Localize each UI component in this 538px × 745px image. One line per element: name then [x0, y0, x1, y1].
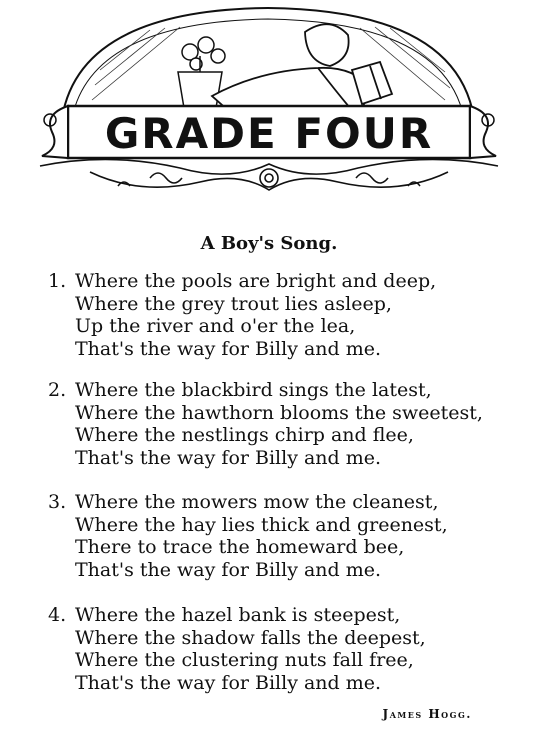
stanza-number: 1.	[48, 270, 67, 292]
poem-line: Where the grey trout lies asleep,	[75, 292, 392, 315]
poem-title: A Boy's Song.	[200, 233, 338, 254]
poem-line: Where the mowers mow the cleanest,	[75, 491, 439, 513]
poem-line: That's the way for Billy and me.	[75, 446, 382, 469]
poem-line: Where the hazel bank is steepest,	[75, 604, 401, 626]
poem-line: Where the blackbird sings the latest,	[75, 379, 432, 401]
poem-line: That's the way for Billy and me.	[75, 558, 382, 581]
poem-line: Where the hawthorn blooms the sweetest,	[75, 401, 483, 424]
poem-author: James Hogg.	[382, 707, 472, 721]
header-illustration	[0, 0, 538, 200]
banner	[42, 106, 496, 158]
poem-line: That's the way for Billy and me.	[75, 337, 382, 360]
ornament-scroll	[40, 159, 498, 190]
poem-line: Where the nestlings chirp and flee,	[75, 424, 414, 446]
poem-line: Where the pools are bright and deep,	[75, 270, 437, 292]
banner-title: GRADE FOUR	[104, 109, 434, 158]
stanza-number: 2.	[48, 379, 67, 401]
poem-line: There to trace the homeward bee,	[75, 536, 405, 558]
stanza-number: 3.	[48, 491, 67, 513]
reading-boy-figure	[212, 24, 392, 115]
poem-line: Where the hay lies thick and greenest,	[75, 513, 448, 536]
poem-line: Where the shadow falls the deepest,	[75, 626, 426, 649]
poem-line: Where the clustering nuts fall free,	[75, 649, 414, 671]
poem-line: Up the river and o'er the lea,	[75, 315, 356, 337]
poem-line: That's the way for Billy and me.	[75, 671, 382, 694]
stanza-number: 4.	[48, 604, 67, 626]
